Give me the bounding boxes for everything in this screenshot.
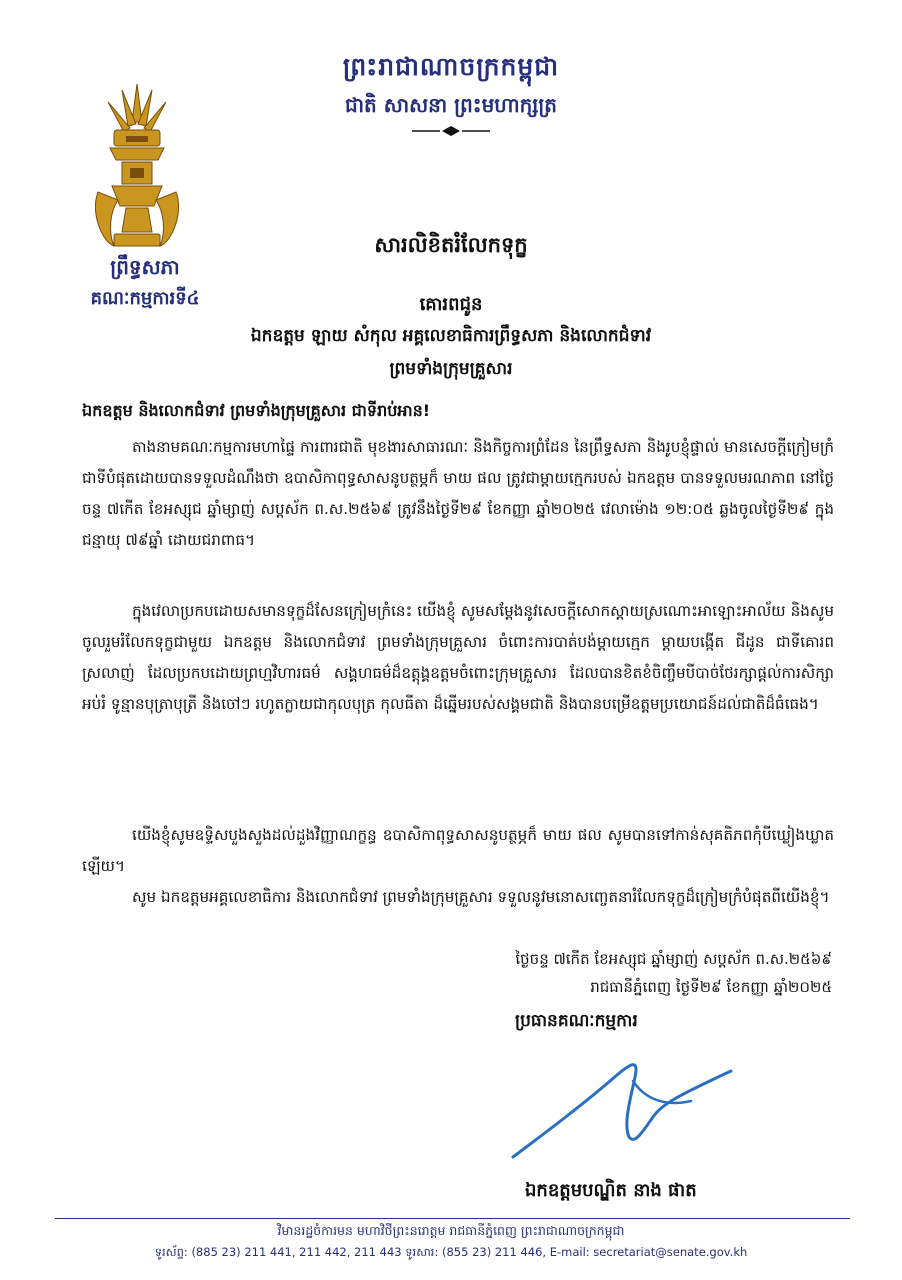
footer-divider (55, 1218, 850, 1219)
institution-name: ព្រឹទ្ធសភា (110, 255, 180, 279)
addressee-line-2: ព្រមទាំងក្រុមគ្រួសារ (389, 359, 513, 379)
lunar-date: ថ្ងៃចន្ទ ៧កើត ខែអស្សុជ ឆ្នាំម្សាញ់ សប្តស័ក ព.ស.២៥៦៩ (515, 950, 832, 968)
body-paragraph-2: ក្នុងវេលាប្រកបដោយសមានទុក្ខដ៏សែនក្រៀមក្រំនេះ យើងខ្ញុំ សូមសម្តែងនូវសេចក្តីសោកស្តាយស្រណោះអាឡោះអាល័យ និងសូមចូលរួមរំលែកទុក្ខជាមួយ ឯកឧត្តម និងលោកជំទាវ ព្រមទាំងក្រុមគ្រួសារ ចំពោះការបាត់បង់ម្តាយក្មេក ម្តាយបង្កើត ជីដូន ជាទីគោរពស្រលាញ់ ដែលប្រកបដោយព្រហ្មវិហារធម៌ សង្គហធម៌ដ៏ឧត្តុង្គឧត្តមចំពោះក្រុមគ្រួសារ ដែលបានខិតខំចិញ្ចឹមបីបាច់ថែរក្សាផ្តល់ការសិក្សា អប់រំ ទូន្មានបុត្រាបុត្រី និងចៅៗ រហូតក្លាយជាកុលបុត្រ កុលធីតា ដ៏ឆ្នើមរបស់សង្គមជាតិ និងបានបម្រើឧត្តមប្រយោជន៍ដល់ជាតិដ៏ធំធេង។ (82, 602, 834, 713)
signer-name: ឯកឧត្តមបណ្ឌិត នាង ផាត (525, 1180, 697, 1201)
senate-emblem-icon (92, 82, 182, 252)
document-title: សារលិខិតរំលែកទុក្ខ (374, 233, 528, 257)
footer-address: វិមានរដ្ឋចំការមន មហាវិថីព្រះនរោត្តម រាជធានីភ្នំពេញ ព្រះរាជាណាចក្រកម្ពុជា (277, 1223, 625, 1238)
solar-date: រាជធានីភ្នំពេញ ថ្ងៃទី២៩ ខែកញ្ញា ឆ្នាំ២០២៥ (590, 978, 832, 996)
kingdom-title: ព្រះរាជាណាចក្រកម្ពុជា (342, 52, 560, 81)
body-paragraph-1: តាងនាមគណៈកម្មការមហាផ្ទៃ ការពារជាតិ មុខងារសាធារណៈ និងកិច្ចការព្រំដែន នៃព្រឹទ្ធសភា និងរូបខ្ញុំផ្ទាល់ មានសេចក្តីក្រៀមក្រំជាទីបំផុតដោយបានទទួលដំណឹងថា ឧបាសិកាពុទ្ធសាសនូបត្ថម្ភក៏ មាយ ផល ត្រូវជាម្តាយក្មេករបស់ ឯកឧត្តម បានទទួលមរណភាព នៅថ្ងៃចន្ទ ៧កើត ខែអស្សុជ ឆ្នាំម្សាញ់ សប្តស័ក ព.ស.២៥៦៩ ត្រូវនឹងថ្ងៃទី២៩ ខែកញ្ញា ឆ្នាំ២០២៥ វេលាម៉ោង ១២:០៥ ឆ្លងចូលថ្ងៃទី២៩ ក្នុងជន្មាយុ ៧៩ឆ្នាំ ដោយជរាពាធ។ (82, 438, 834, 549)
salutation: ឯកឧត្តម និងលោកជំទាវ ព្រមទាំងក្រុមគ្រួសារ ជាទីរាប់អាន! (82, 401, 431, 420)
national-motto: ជាតិ សាសនា ព្រះមហាក្សត្រ (345, 93, 557, 117)
handwritten-signature-icon (505, 1045, 735, 1165)
ornament-divider-icon (410, 124, 492, 138)
body-paragraph-3: យើងខ្ញុំសូមឧទ្ទិសបួងសួងដល់ដួងវិញ្ញាណក្ខន្ធ ឧបាសិកាពុទ្ធសាសនូបត្ថម្ភក៏ មាយ ផល សូមបានទៅកាន់សុគតិភពកុំបីឃ្លៀងឃ្លាតឡើយ។ (82, 826, 834, 875)
commission-name: គណៈកម្មការទី៤ (90, 288, 200, 309)
address-label: គោរពជូន (419, 294, 483, 315)
signer-title: ប្រធានគណៈកម្មការ (515, 1011, 638, 1031)
footer-contact: ទូរស័ព្ទ: (885 23) 211 441, 211 442, 211 443 ទូរសារ: (855 23) 211 446, E-mail: secretariat@senate.gov.kh (154, 1245, 748, 1259)
body-paragraph-4: សូម ឯកឧត្តមអគ្គលេខាធិការ និងលោកជំទាវ ព្រមទាំងក្រុមគ្រួសារ ទទួលនូវមនោសញ្ចេតនារំលែកទុក្ខដ៏ក្រៀមក្រំបំផុតពីយើងខ្ញុំ។ (132, 888, 830, 906)
addressee-line-1: ឯកឧត្តម ឡាយ សំកុល អគ្គលេខាធិការព្រឹទ្ធសភា និងលោកជំទាវ (250, 326, 652, 346)
